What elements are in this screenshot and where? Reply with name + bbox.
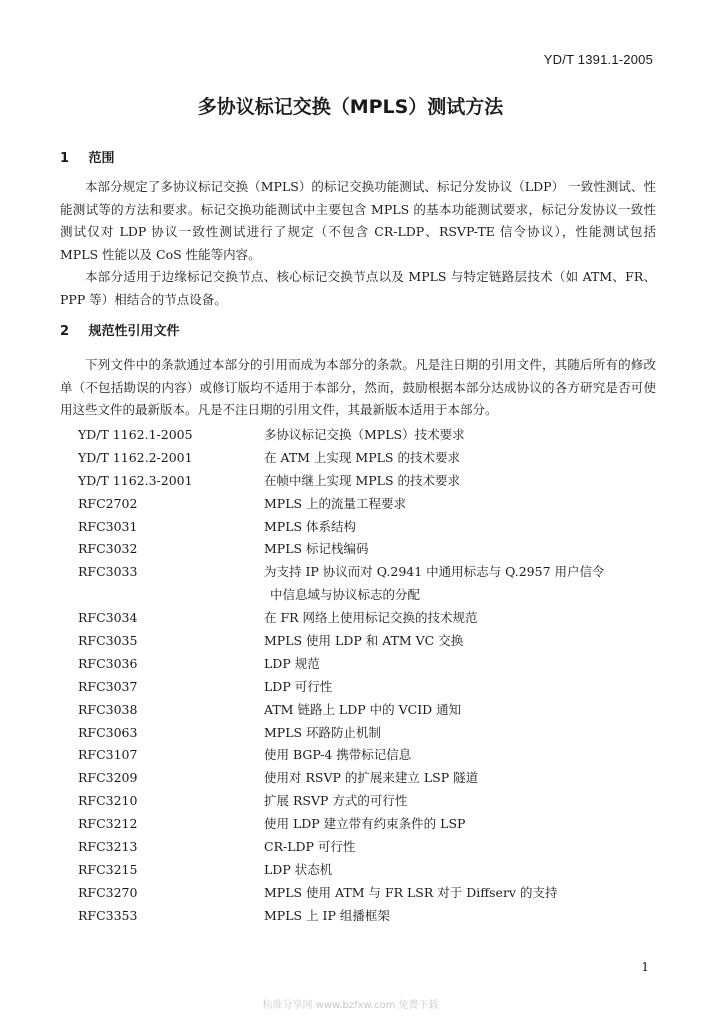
reference-code: RFC3210 bbox=[78, 793, 138, 809]
reference-title: MPLS 使用 ATM 与 FR LSR 对于 Diffserv 的支持 bbox=[264, 884, 558, 900]
reference-code: RFC3032 bbox=[78, 541, 138, 557]
reference-code: RFC3038 bbox=[78, 701, 138, 717]
standard-number: YD/T 1391.1-2005 bbox=[543, 52, 653, 67]
section-1-title: 范围 bbox=[88, 151, 115, 166]
reference-code: RFC2702 bbox=[78, 495, 138, 511]
section-2-heading bbox=[60, 320, 180, 339]
reference-title: CR-LDP 可行性 bbox=[264, 839, 356, 855]
reference-title: MPLS 上的流量工程要求 bbox=[264, 495, 407, 511]
reference-title: LDP 规范 bbox=[264, 655, 320, 671]
section-2-title: 规范性引用文件 bbox=[88, 324, 180, 339]
reference-code: RFC3215 bbox=[78, 861, 138, 877]
section-1-paragraph-1: 本部分规定了多协议标记交换（MPLS）的标记交换功能测试、标记分发协议（LDP） 一致性测试、性能测试等的方法和要求。标记交换功能测试中主要包含 MPLS 的基本功能测试要求，标记分发协议一致性测试仅对 LDP 协议一致性测试进行了规定（不包含 CR-LDP、RSVP-TE 信令协议），性能测试包括 MPLS 性能以及 CoS 性能等内容。 bbox=[60, 179, 656, 262]
section-1-number: 1 bbox=[60, 151, 70, 166]
reference-code: RFC3213 bbox=[78, 839, 138, 855]
reference-code: RFC3033 bbox=[78, 564, 138, 580]
reference-title: 使用 LDP 建立带有约束条件的 LSP bbox=[264, 816, 466, 832]
reference-code: RFC3270 bbox=[78, 884, 138, 900]
reference-title: 在帧中继上实现 MPLS 的技术要求 bbox=[264, 472, 461, 488]
reference-code: RFC3063 bbox=[78, 724, 138, 740]
section-1-heading bbox=[60, 147, 115, 166]
reference-code: RFC3212 bbox=[78, 816, 138, 832]
reference-code: RFC3035 bbox=[78, 633, 138, 649]
reference-code: YD/T 1162.1-2005 bbox=[78, 427, 193, 442]
reference-code: RFC3036 bbox=[78, 655, 138, 671]
reference-title: ATM 链路上 LDP 中的 VCID 通知 bbox=[264, 701, 462, 717]
document-title: 多协议标记交换（MPLS）测试方法 bbox=[197, 96, 504, 118]
reference-code: YD/T 1162.3-2001 bbox=[78, 472, 193, 488]
reference-title: MPLS 环路防止机制 bbox=[264, 724, 382, 740]
reference-code: RFC3209 bbox=[78, 770, 138, 786]
page-number: 1 bbox=[641, 960, 649, 974]
reference-code: RFC3353 bbox=[78, 907, 138, 923]
reference-code: RFC3107 bbox=[78, 747, 138, 763]
reference-title: MPLS 体系结构 bbox=[264, 518, 357, 534]
reference-title: 在 FR 网络上使用标记交换的技术规范 bbox=[264, 610, 478, 626]
section-2-number: 2 bbox=[60, 324, 70, 339]
reference-title: 使用对 RSVP 的扩展来建立 LSP 隧道 bbox=[264, 770, 479, 786]
reference-title: LDP 可行性 bbox=[264, 678, 333, 694]
reference-title: 中信息域与协议标志的分配 bbox=[270, 587, 421, 603]
reference-title: 在 ATM 上实现 MPLS 的技术要求 bbox=[264, 449, 460, 465]
reference-code: RFC3034 bbox=[78, 610, 138, 626]
reference-title: LDP 状态机 bbox=[264, 861, 333, 877]
reference-code: YD/T 1162.2-2001 bbox=[78, 449, 193, 465]
reference-title: MPLS 上 IP 组播框架 bbox=[264, 907, 390, 923]
watermark: 标准分享网 www.bzfxw.com 免费下载 bbox=[262, 1000, 439, 1011]
reference-title: 扩展 RSVP 方式的可行性 bbox=[264, 793, 408, 809]
reference-title: 多协议标记交换（MPLS）技术要求 bbox=[264, 427, 465, 442]
section-2-intro: 下列文件中的条款通过本部分的引用而成为本部分的条款。凡是注日期的引用文件，其随后所有的修改单（不包括勘误的内容）或修订版均不适用于本部分，然而，鼓励根据本部分达成协议的各方研究是否可使用这些文件的最新版本。凡是不注日期的引用文件，其最新版本适用于本部分。 bbox=[60, 357, 656, 417]
reference-title: 使用 BGP-4 携带标记信息 bbox=[264, 747, 412, 763]
reference-title: MPLS 使用 LDP 和 ATM VC 交换 bbox=[264, 633, 464, 649]
reference-code: RFC3031 bbox=[78, 518, 138, 534]
reference-title: MPLS 标记栈编码 bbox=[264, 541, 369, 557]
section-1-paragraph-2: 本部分适用于边缘标记交换节点、核心标记交换节点以及 MPLS 与特定链路层技术（如 ATM、FR、PPP 等）相结合的节点设备。 bbox=[60, 269, 656, 307]
reference-code: RFC3037 bbox=[78, 678, 138, 694]
reference-title: 为支持 IP 协议而对 Q.2941 中通用标志与 Q.2957 用户信令 bbox=[264, 564, 605, 580]
